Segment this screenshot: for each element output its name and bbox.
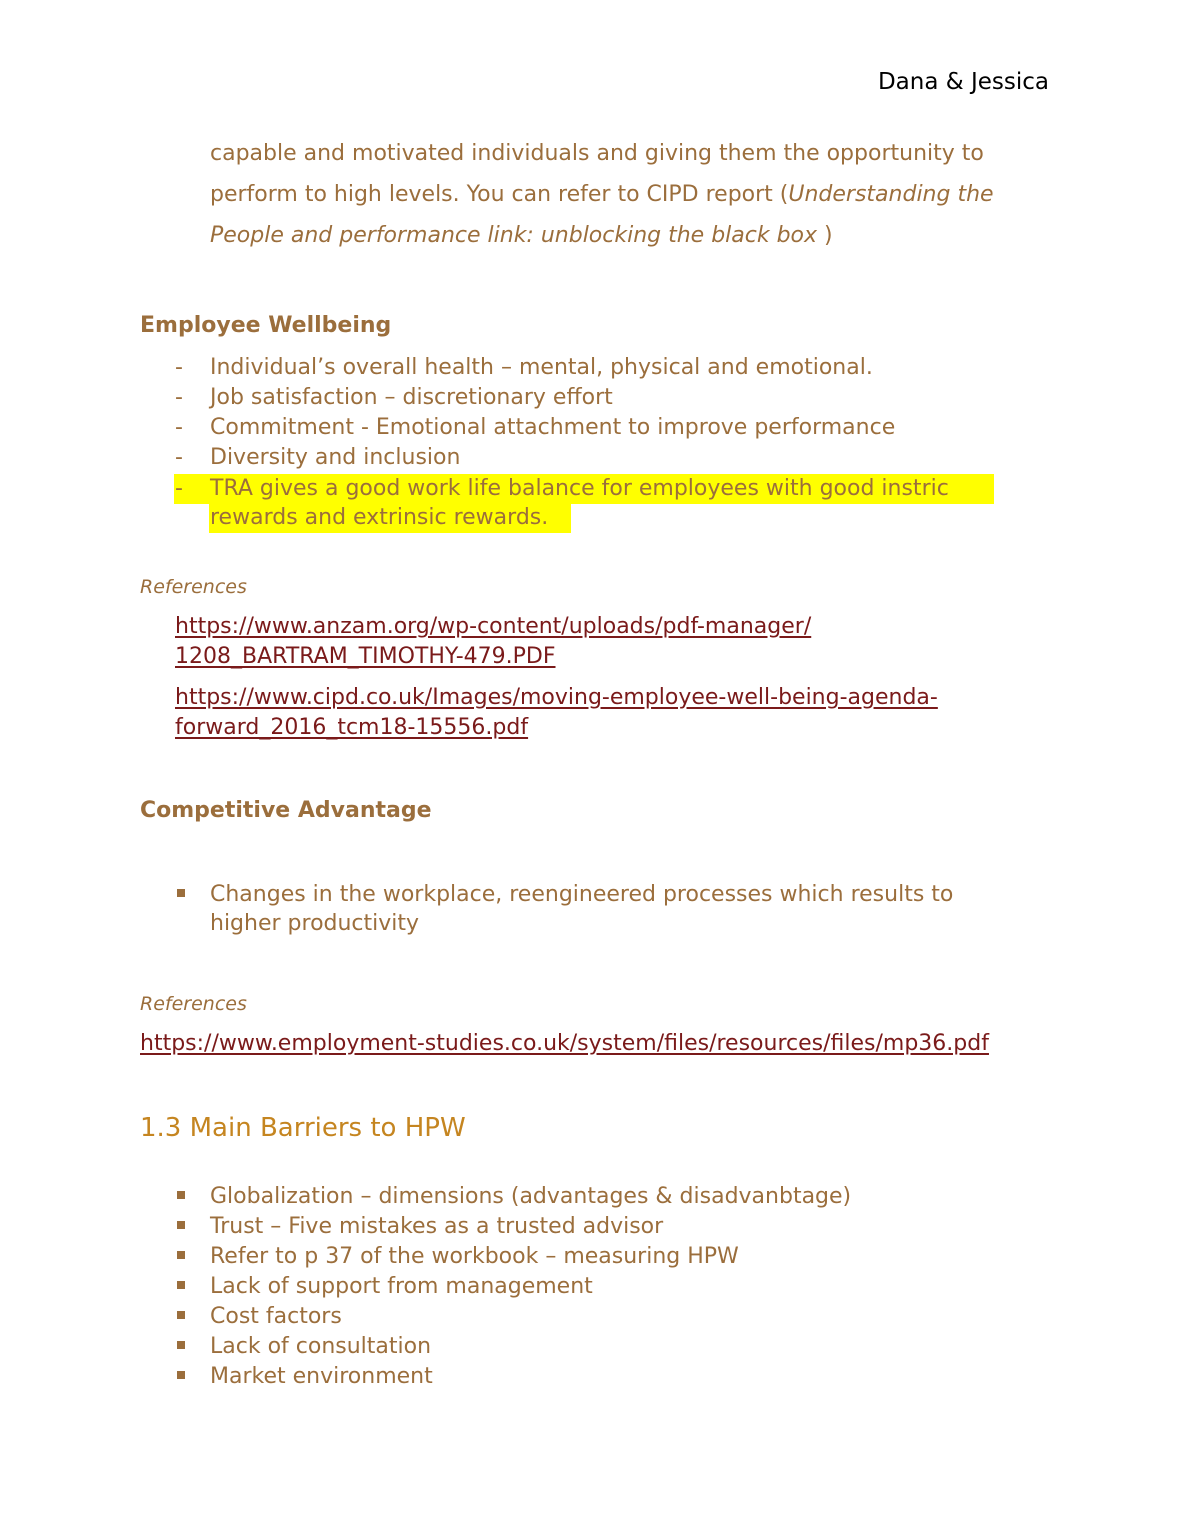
list-item: Market environment (210, 1364, 433, 1389)
dash-bullet: - (175, 385, 183, 410)
heading-employee-wellbeing: Employee Wellbeing (140, 313, 392, 338)
dash-bullet: - (175, 476, 183, 501)
report-title-part-2: People and performance link: unblocking the black box (210, 223, 818, 248)
list-item: Commitment - Emotional attachment to improve performance (210, 415, 896, 440)
employment-studies-link[interactable]: https://www.employment-studies.co.uk/system/files/resources/files/mp36.pdf (140, 1031, 989, 1056)
anzam-link-line-1[interactable]: https://www.anzam.org/wp-content/uploads/pdf-manager/ (175, 614, 812, 639)
square-bullet-icon (177, 1371, 185, 1379)
list-item: Cost factors (210, 1304, 342, 1329)
cipd-link-line-1[interactable]: https://www.cipd.co.uk/Images/moving-employee-well-being-agenda- (175, 685, 938, 710)
intro-line-1: capable and motivated individuals and giving them the opportunity to (210, 141, 984, 166)
dash-bullet: - (175, 445, 183, 470)
square-bullet-icon (177, 1221, 185, 1229)
intro-line-3-text: ) (817, 223, 833, 248)
list-item: Changes in the workplace, reengineered processes which results to (210, 882, 954, 907)
intro-line-2 (210, 182, 994, 207)
list-item-continued: higher productivity (210, 911, 420, 936)
list-item: Diversity and inclusion (210, 445, 461, 470)
report-title-part-1: Understanding the (788, 182, 994, 207)
list-item: Job satisfaction – discretionary effort (210, 385, 613, 410)
heading-competitive-advantage: Competitive Advantage (140, 798, 432, 823)
intro-line-3 (210, 223, 833, 248)
square-bullet-icon (177, 1311, 185, 1319)
highlighted-item-line-1: TRA gives a good work life balance for employees with good instric (210, 476, 949, 501)
heading-main-barriers: 1.3 Main Barriers to HPW (140, 1113, 466, 1143)
cipd-link-line-2[interactable]: forward_2016_tcm18-15556.pdf (175, 715, 529, 740)
list-item: Globalization – dimensions (advantages & disadvanbtage) (210, 1184, 852, 1209)
list-item: Lack of support from management (210, 1274, 593, 1299)
square-bullet-icon (177, 1251, 185, 1259)
square-bullet-icon (177, 889, 185, 897)
list-item: Refer to p 37 of the workbook – measuring HPW (210, 1244, 739, 1269)
references-label: References (140, 993, 247, 1015)
square-bullet-icon (177, 1341, 185, 1349)
list-item: Lack of consultation (210, 1334, 432, 1359)
dash-bullet: - (175, 355, 183, 380)
square-bullet-icon (177, 1191, 185, 1199)
dash-bullet: - (175, 415, 183, 440)
highlighted-item-line-2: rewards and extrinsic rewards. (210, 505, 549, 530)
anzam-link-line-2[interactable]: 1208_BARTRAM_TIMOTHY-479.PDF (175, 644, 556, 669)
header-author: Dana & Jessica (877, 69, 1049, 95)
intro-line-2-text: perform to high levels. You can refer to CIPD report ( (210, 182, 789, 207)
square-bullet-icon (177, 1281, 185, 1289)
list-item: Individual’s overall health – mental, physical and emotional. (210, 355, 873, 380)
list-item: Trust – Five mistakes as a trusted advisor (210, 1214, 664, 1239)
references-label: References (140, 576, 247, 598)
